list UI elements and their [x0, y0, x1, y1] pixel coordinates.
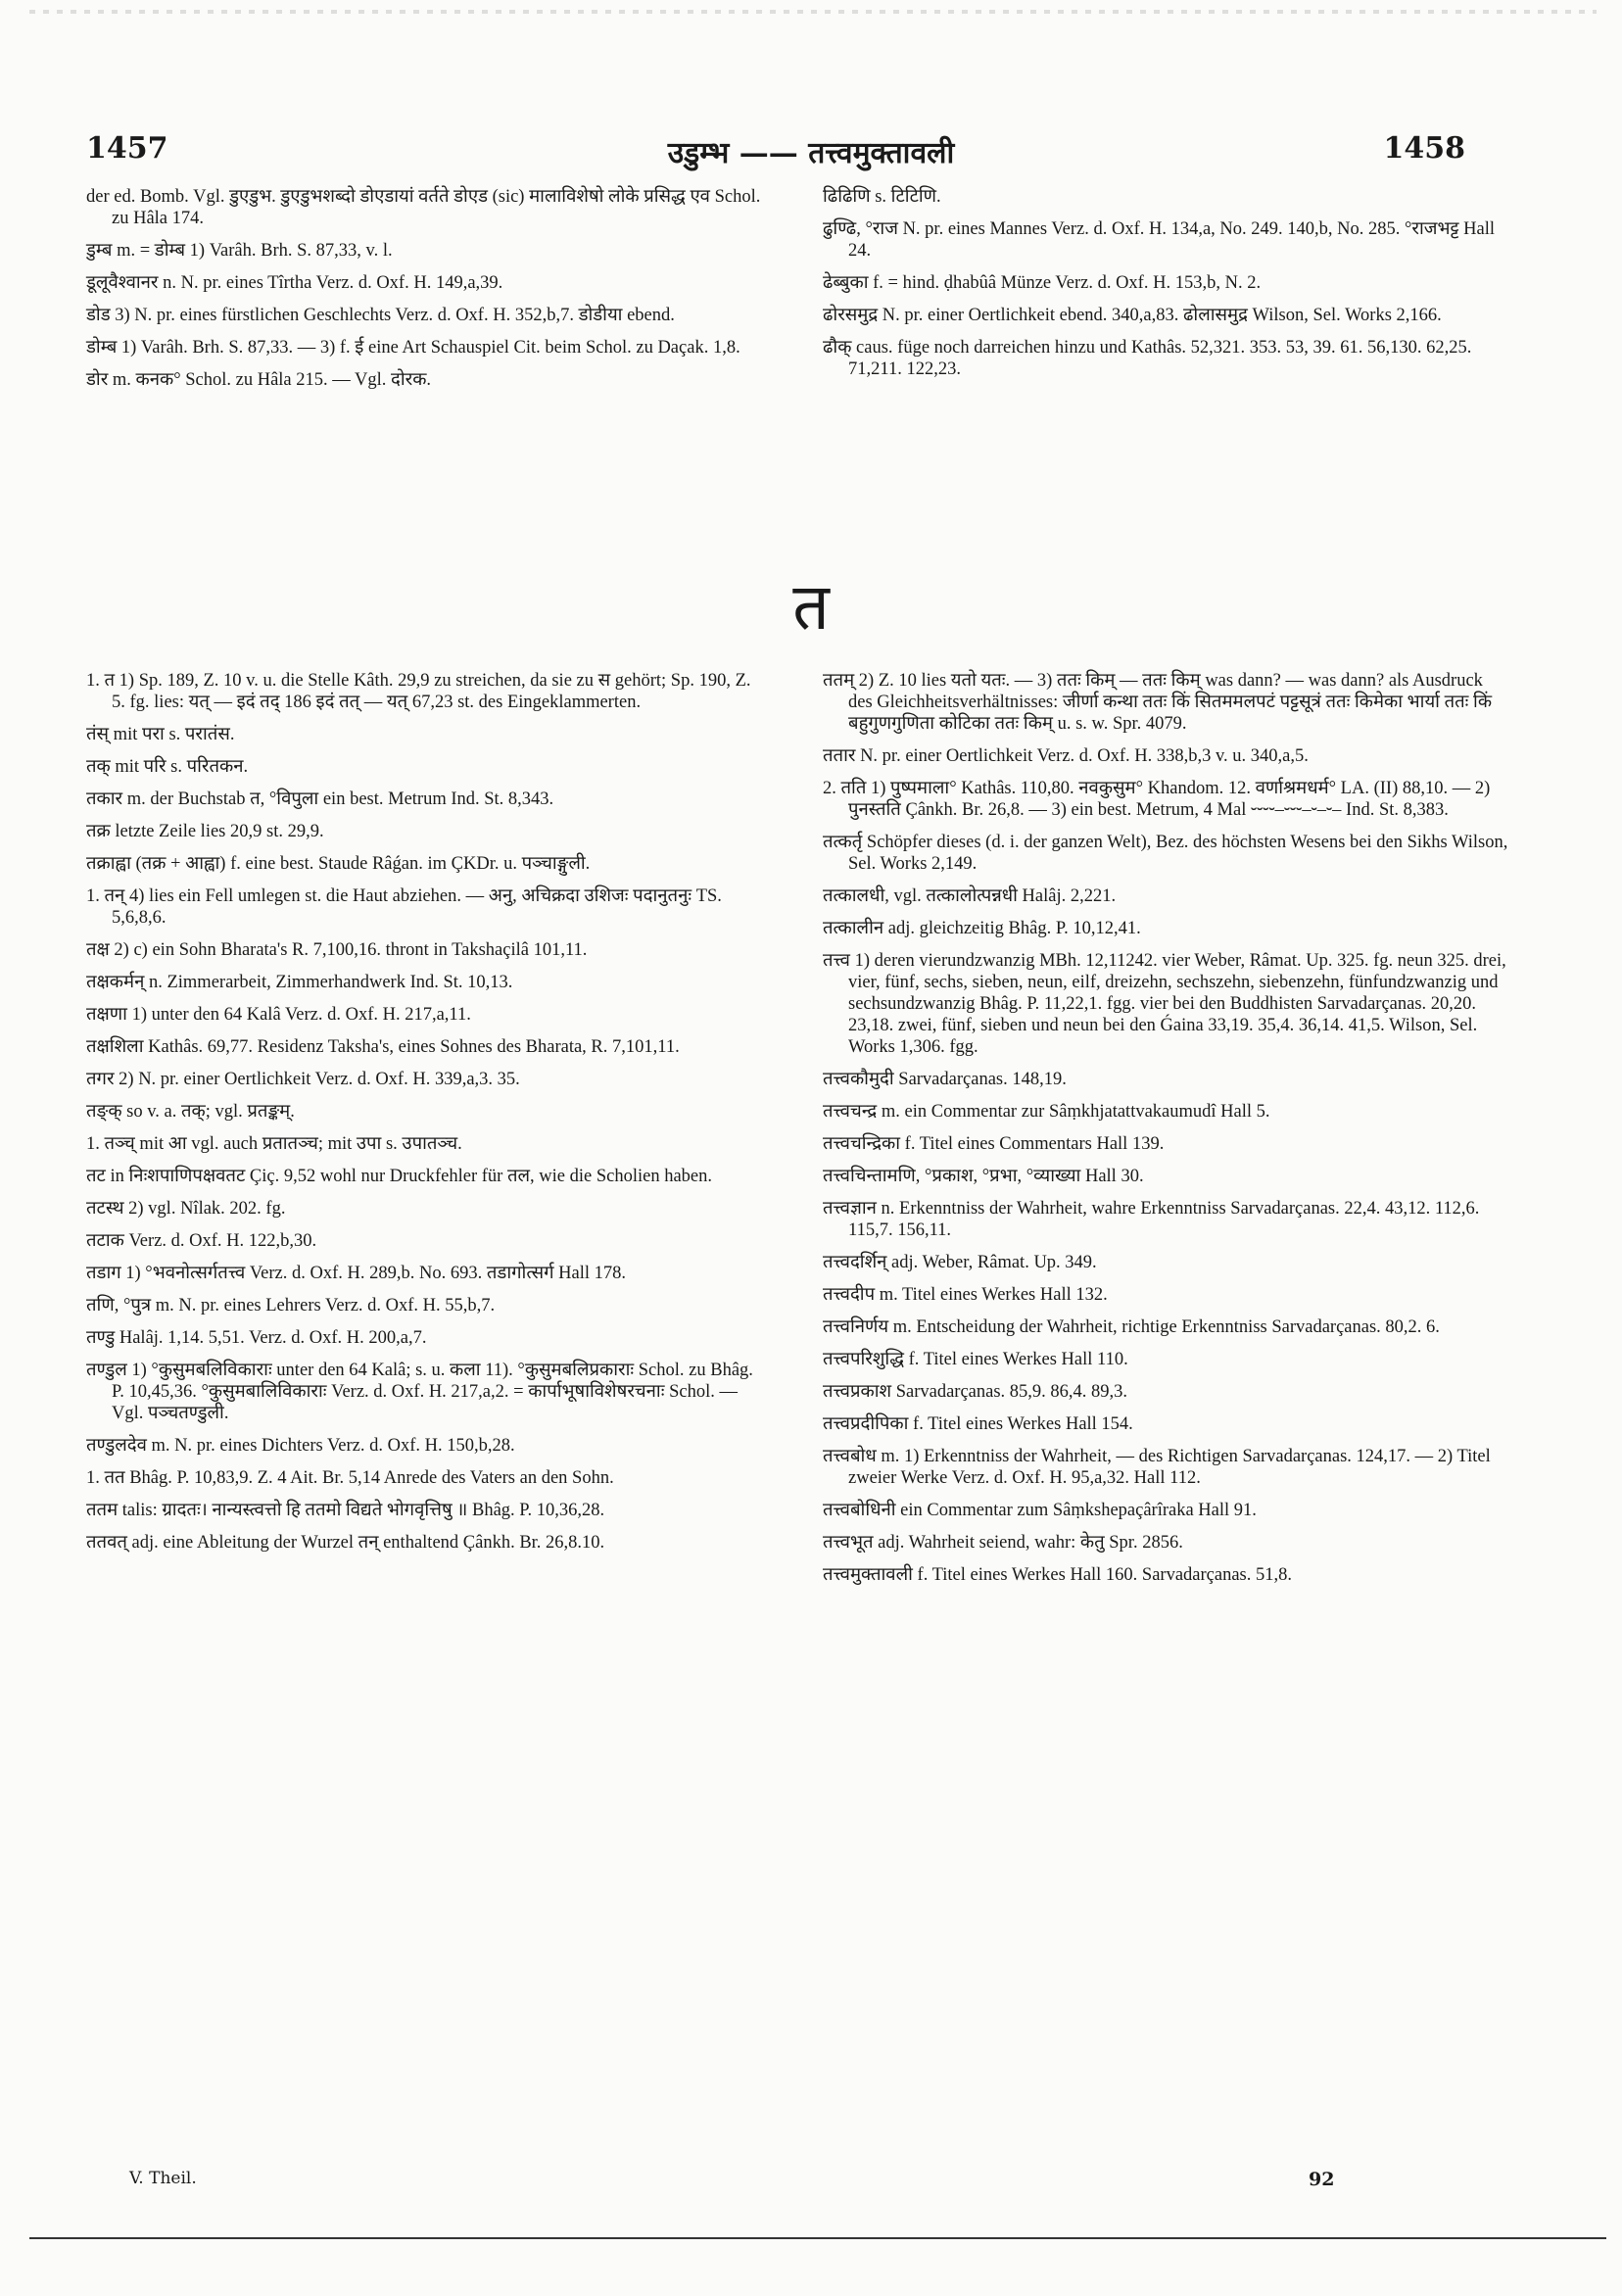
dictionary-entry: तत्त्वचिन्तामणि, °प्रकाश, °प्रभा, °व्याख्या Hall 30. — [823, 1167, 1144, 1186]
dictionary-entry: तत्त्वपरिशुद्धि f. Titel eines Werkes Hall 110. — [823, 1350, 1128, 1369]
running-title: उडुम्भ —— तत्त्वमुक्तावली — [667, 136, 955, 170]
dictionary-entry: 2. तति 1) पुष्पमाला° Kathâs. 110,80. नवकुसुम° Khandom. 12. वर्णाश्रमधर्म° LA. (II) 88,10. — 2) पुनस्तति Çânkh. Br. 26,8. — 3) ein best. Metrum, 4 Mal ⏑⏑⏑⏑–⏑⏑⏑–⏑–⏑– Ind. St. 8,383. — [823, 779, 1491, 820]
dictionary-entry: तंस् mit परा s. परातंस. — [86, 725, 235, 744]
dictionary-entry: 1. तञ्च् mit आ vgl. auch प्रतातञ्च; mit उपा s. उपातञ्च. — [86, 1134, 462, 1154]
section-letter: त — [792, 569, 830, 645]
dictionary-entry: ततम् 2) Z. 10 lies यतो यतः. — 3) ततः किम् — ततः किम् was dann? — was dann? als Ausdruck des Gleichheitsverhältnisses: जीर्णा कन्था ततः किं सितममलपटं पट्टसूत्रं ततः किमेका भार्या ततः किं बहुगुणगुणिता कोटिका ततः किम् u. s. w. Spr. 4079. — [823, 671, 1493, 734]
dictionary-entry: डोर m. कनक° Schol. zu Hâla 215. — Vgl. दोरक. — [86, 370, 432, 390]
dictionary-entry: ढौक् caus. füge noch darreichen hinzu und Kathâs. 52,321. 353. 53, 39. 61. 56,130. 62,25. 71,211. 122,23. — [823, 338, 1472, 379]
dictionary-entry: तत्त्वनिर्णय m. Entscheidung der Wahrheit, richtige Erkenntniss Sarvadarçanas. 80,2. 6. — [823, 1317, 1440, 1337]
dictionary-entry: 1. तन् 4) lies ein Fell umlegen st. die Haut abziehen. — अनु, अचिक्रदा उशिजः पदानुतनुः TS. 5,6,8,6. — [86, 886, 722, 928]
dictionary-entry: ढोरसमुद्र N. pr. einer Oertlichkeit ebend. 340,a,83. ढोलासमुद्र Wilson, Sel. Works 2,166. — [823, 306, 1442, 325]
dictionary-entry: तत्त्वदर्शिन् adj. Weber, Râmat. Up. 349. — [823, 1253, 1097, 1272]
dictionary-entry: तत्त्वदीप m. Titel eines Werkes Hall 132. — [823, 1285, 1108, 1305]
dictionary-entry: तकार m. der Buchstab त, °विपुला ein best. Metrum Ind. St. 8,343. — [86, 789, 554, 809]
dictionary-entry: तत्त्वबोधिनी ein Commentar zum Sâṃkshepaçârîraka Hall 91. — [823, 1501, 1257, 1520]
dictionary-entry: डुम्ब m. = डोम्ब 1) Varâh. Brh. S. 87,33, v. l. — [86, 241, 393, 261]
dictionary-entry: ढेब्बुका f. = hind. ḍhabûâ Münze Verz. d. Oxf. H. 153,b, N. 2. — [823, 273, 1262, 293]
dictionary-entry: der ed. Bomb. Vgl. डुएडुभ. डुएडुभशब्दो डोएडायां वर्तते डोएड (sic) मालाविशेषो लोके प्रसिद्ध एव Schol. zu Hâla 174. — [86, 187, 761, 228]
dictionary-entry: तत्त्वचन्द्रिका f. Titel eines Commentars Hall 139. — [823, 1134, 1165, 1154]
dictionary-entry: तक्षकर्मन् n. Zimmerarbeit, Zimmerhandwerk Ind. St. 10,13. — [86, 973, 513, 992]
top-left-column — [86, 186, 764, 402]
dictionary-entry: तक्ष 2) c) ein Sohn Bharata's R. 7,100,16. thront in Takshaçilâ 101,11. — [86, 940, 588, 960]
dictionary-entry: तत्त्वमुक्तावली f. Titel eines Werkes Hall 160. Sarvadarçanas. 51,8. — [823, 1565, 1293, 1585]
dictionary-entry: तक्षणा 1) unter den 64 Kalâ Verz. d. Oxf. H. 217,a,11. — [86, 1005, 471, 1025]
dictionary-entry: ततवत् adj. eine Ableitung der Wurzel तन् enthaltend Çânkh. Br. 26,8.10. — [86, 1533, 605, 1553]
bottom-right-column — [823, 670, 1508, 1597]
dictionary-entry: तक्षशिला Kathâs. 69,77. Residenz Taksha's, eines Sohnes des Bharata, R. 7,101,11. — [86, 1037, 680, 1057]
dictionary-entry: डोम्ब 1) Varâh. Brh. S. 87,33. — 3) f. ई eine Art Schauspiel Cit. beim Schol. zu Daçak. 1,8. — [86, 338, 740, 358]
dictionary-entry: तत्त्वज्ञान n. Erkenntniss der Wahrheit, wahre Erkenntniss Sarvadarçanas. 22,4. 43,12. 112,6. 115,7. 156,11. — [823, 1199, 1480, 1240]
scan-noise-line — [29, 10, 1597, 14]
dictionary-entry: तट in निःशपाणिपक्षवतट Çiç. 9,52 wohl nur Druckfehler für तल, wie die Scholien haben. — [86, 1167, 713, 1186]
dictionary-entry: डूलूवैश्वानर n. N. pr. eines Tîrtha Verz. d. Oxf. H. 149,a,39. — [86, 273, 503, 293]
dictionary-entry: तण्डु Halâj. 1,14. 5,51. Verz. d. Oxf. H. 200,a,7. — [86, 1328, 427, 1348]
volume-label: V. Theil. — [129, 2169, 197, 2188]
dictionary-entry: तक्राह्वा (तक्र + आह्वा) f. eine best. Staude Râǵan. im ÇKDr. u. पञ्चाङ्गुली. — [86, 854, 591, 874]
bottom-rule — [29, 2237, 1606, 2239]
dictionary-entry: तगर 2) N. pr. einer Oertlichkeit Verz. d. Oxf. H. 339,a,3. 35. — [86, 1070, 520, 1089]
dictionary-entry: तण्डुलदेव m. N. pr. eines Dichters Verz. d. Oxf. H. 150,b,28. — [86, 1436, 515, 1456]
dictionary-entry: ततार N. pr. einer Oertlichkeit Verz. d. Oxf. H. 338,b,3 v. u. 340,a,5. — [823, 746, 1309, 766]
dictionary-entry: तत्त्वकौमुदी Sarvadarçanas. 148,19. — [823, 1070, 1067, 1089]
dictionary-entry: तण्डुल 1) °कुसुमबलिविकाराः unter den 64 Kalâ; s. u. कला 11). °कुसुमबलिप्रकाराः Schol. zu Bhâg. P. 10,45,36. °कुसुमबालिविकाराः Verz. d. Oxf. H. 217,a,2. = कार्पाभूषाविशेषरचनाः Schol. — Vgl. पञ्चतण्डुली. — [86, 1361, 753, 1423]
dictionary-entry: तत्कर्तृ Schöpfer dieses (d. i. der ganzen Welt), Bez. des höchsten Wesens bei den Sikhs Wilson, Sel. Works 2,149. — [823, 833, 1508, 874]
dictionary-entry: तडाग 1) °भवनोत्सर्गतत्त्व Verz. d. Oxf. H. 289,b. No. 693. तडागोत्सर्ग Hall 178. — [86, 1264, 627, 1283]
dictionary-entry: ढुण्ढि, °राज N. pr. eines Mannes Verz. d. Oxf. H. 134,a, No. 249. 140,b, No. 285. °राजभट्ट Hall 24. — [823, 219, 1496, 261]
dictionary-entry: डोड 3) N. pr. eines fürstlichen Geschlechts Verz. d. Oxf. H. 352,b,7. डोडीया ebend. — [86, 306, 675, 325]
left-page-number: 1457 — [86, 131, 168, 166]
dictionary-entry: तटस्थ 2) vgl. Nîlak. 202. fg. — [86, 1199, 286, 1219]
dictionary-entry: ततम talis: ग्रादतः। नान्यस्त्वत्तो हि ततमो विद्यते भोगवृत्तिषु ॥ Bhâg. P. 10,36,28. — [86, 1501, 605, 1520]
dictionary-entry: 1. तत Bhâg. P. 10,83,9. Z. 4 Ait. Br. 5,14 Anrede des Vaters an den Sohn. — [86, 1468, 614, 1488]
dictionary-entry: 1. त 1) Sp. 189, Z. 10 v. u. die Stelle Kâth. 29,9 zu streichen, da sie zu स gehört; Sp. 190, Z. 5. fg. lies: यत् — इदं तद् 186 इदं तत् — यत् 67,23 st. des Eingeklammerten. — [86, 671, 751, 712]
dictionary-entry: तत्कालीन adj. gleichzeitig Bhâg. P. 10,12,41. — [823, 919, 1141, 938]
dictionary-entry: तत्त्वबोध m. 1) Erkenntniss der Wahrheit, — des Richtigen Sarvadarçanas. 124,17. — 2) Titel zweier Werke Verz. d. Oxf. H. 95,a,32. Hall 112. — [823, 1447, 1491, 1488]
top-right-column — [823, 186, 1508, 391]
dictionary-entry: तत्त्वप्रकाश Sarvadarçanas. 85,9. 86,4. 89,3. — [823, 1382, 1128, 1402]
dictionary-entry: तङ्क् so v. a. तक्; vgl. प्रतङ्कम्. — [86, 1102, 295, 1122]
right-page-number: 1458 — [1383, 131, 1465, 166]
dictionary-entry: तत्त्वप्रदीपिका f. Titel eines Werkes Hall 154. — [823, 1414, 1133, 1434]
dictionary-entry: तणि, °पुत्र m. N. pr. eines Lehrers Verz. d. Oxf. H. 55,b,7. — [86, 1296, 496, 1315]
dictionary-entry: तक् mit परि s. परितकन. — [86, 757, 249, 777]
dictionary-entry: तत्त्व 1) deren vierundzwanzig MBh. 12,11242. vier Weber, Râmat. Up. 325. fg. neun 325. drei, vier, fünf, sechs, sieben, neun, eilf, dreizehn, sechszehn, siebenzehn, fünfundzwanzig und sechsundzwanzig Bhâg. P. 11,22,1. fgg. vier bei den Buddhisten Sarvadarçanas. 20,20. 23,18. zwei, fünf, sieben und neun bei den Ǵaina 33,19. 35,4. 36,14. 41,5. Wilson, Sel. Works 1,306. fgg. — [823, 951, 1506, 1057]
dictionary-entry: तत्त्वचन्द्र m. ein Commentar zur Sâṃkhjatattvakaumudî Hall 5. — [823, 1102, 1270, 1122]
signature-mark: 92 — [1309, 2169, 1335, 2190]
dictionary-entry: तत्कालधी, vgl. तत्कालोत्पन्नधी Halâj. 2,221. — [823, 886, 1117, 906]
dictionary-entry: तटाक Verz. d. Oxf. H. 122,b,30. — [86, 1231, 317, 1251]
dictionary-entry: तक्र letzte Zeile lies 20,9 st. 29,9. — [86, 822, 324, 841]
bottom-left-column — [86, 670, 764, 1564]
dictionary-entry: तत्त्वभूत adj. Wahrheit seiend, wahr: केतु Spr. 2856. — [823, 1533, 1183, 1553]
dictionary-entry: ढिढिणि s. टिटिणि. — [823, 187, 941, 207]
